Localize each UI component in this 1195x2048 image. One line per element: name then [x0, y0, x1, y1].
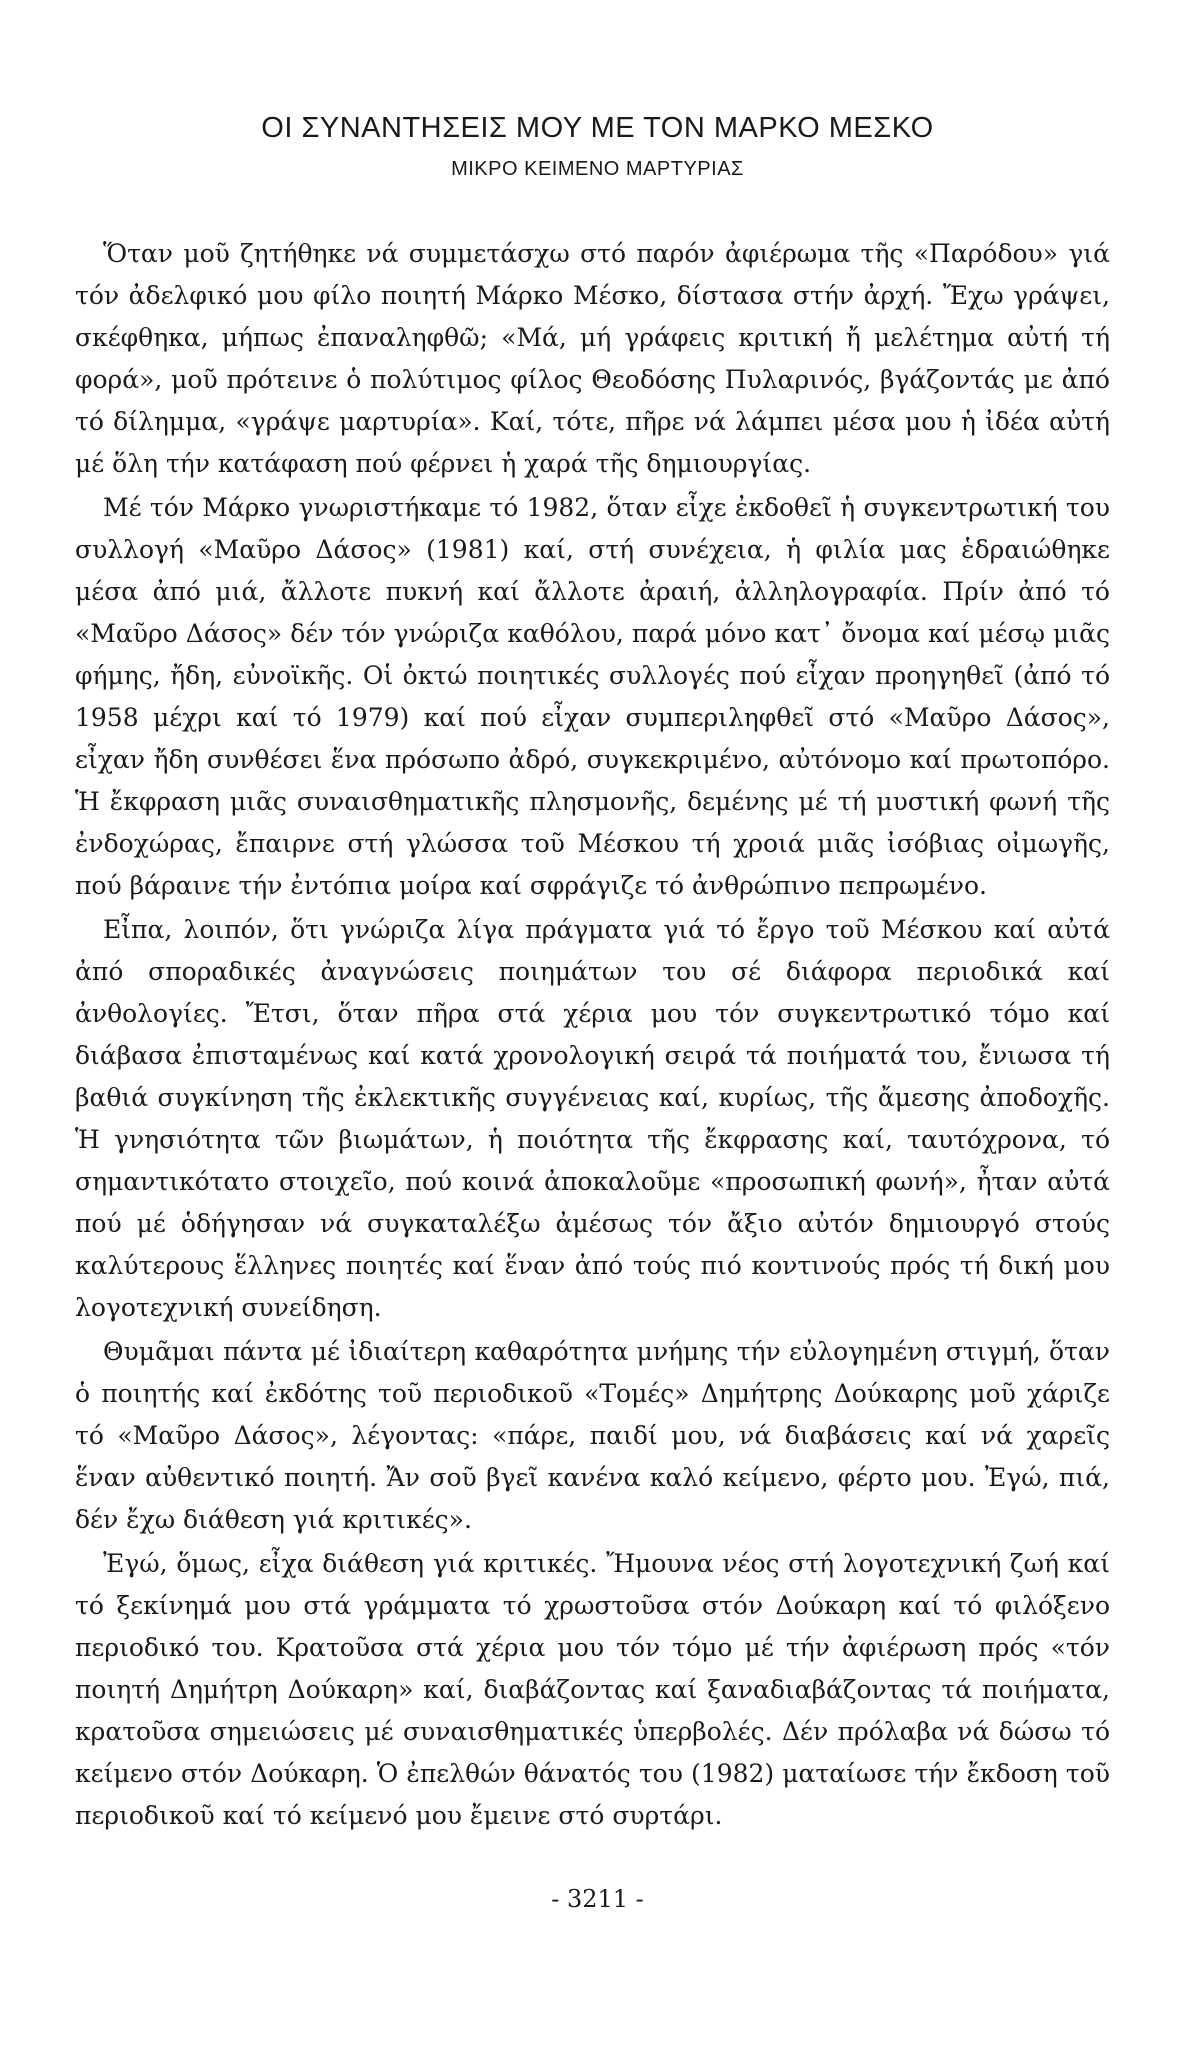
paragraph: Θυμᾶμαι πάντα μέ ἰδιαίτερη καθαρότητα μνήμης τήν εὐλογημένη στιγμή, ὅταν ὁ ποιητής καί ἐκδότης τοῦ περιοδικοῦ «Τομές» Δημήτρης Δούκαρης μοῦ χάριζε τό «Μαῦρο Δάσος», λέγοντας: «πάρε, παιδί μου, νά διαβάσεις καί νά χαρεῖς ἕναν αὐθεντικό ποιητή. Ἄν σοῦ βγεῖ κανένα καλό κείμενο, φέρτο μου. Ἐγώ, πιά, δέν ἔχω διάθεση γιά κριτικές». — [75, 1337, 1110, 1534]
paragraph: Εἶπα, λοιπόν, ὅτι γνώριζα λίγα πράγματα γιά τό ἔργο τοῦ Μέσκου καί αὐτά ἀπό σποραδικές ἀναγνώσεις ποιημάτων του σέ διάφορα περιοδικά καί ἀνθολογίες. Ἔτσι, ὅταν πῆρα στά χέρια μου τόν συγκεντρωτικό τόμο καί διάβασα ἐπισταμένως καί κατά χρονολογική σειρά τά ποιήματά του, ἔνιωσα τή βαθιά συγκίνηση τῆς ἐκλεκτικῆς συγγένειας καί, κυρίως, τῆς ἄμεσης ἀποδοχῆς. Ἡ γνησιότητα τῶν βιωμάτων, ἡ ποιότητα τῆς ἔκφρασης καί, ταυτόχρονα, τό σημαντικότατο στοιχεῖο, πού κοινά ἀποκαλοῦμε «προσωπική φωνή», ἦταν αὐτά πού μέ ὁδήγησαν νά συγκαταλέξω ἀμέσως τόν ἄξιο αὐτόν δημιουργό στούς καλύτερους ἕλληνες ποιητές καί ἕναν ἀπό τούς πιό κοντινούς πρός τή δική μου λογοτεχνική συνείδηση. — [75, 915, 1110, 1322]
page-subtitle: ΜΙΚΡΟ ΚΕΙΜΕΝΟ ΜΑΡΤΥΡΙΑΣ — [451, 158, 744, 180]
page-title: ΟΙ ΣΥΝΑΝΤΗΣΕΙΣ ΜΟΥ ΜΕ ΤΟΝ ΜΑΡΚΟ ΜΕΣΚΟ — [261, 112, 934, 144]
page-number: - 3211 - — [551, 1885, 644, 1913]
paragraph: Ὅταν μοῦ ζητήθηκε νά συμμετάσχω στό παρόν ἀφιέρωμα τῆς «Παρόδου» γιά τόν ἀδελφικό μου φίλο ποιητή Μάρκο Μέσκο, δίστασα στήν ἀρχή. Ἔχω γράψει, σκέφθηκα, μήπως ἐπαναληφθῶ; «Μά, μή γράφεις κριτική ἤ μελέτημα αὐτή τή φορά», μοῦ πρότεινε ὁ πολύτιμος φίλος Θεοδόσης Πυλαρινός, βγάζοντάς με ἀπό τό δίλημμα, «γράψε μαρτυρία». Καί, τότε, πῆρε νά λάμπει μέσα μου ἡ ἰδέα αὐτή μέ ὅλη τήν κατάφαση πού φέρνει ἡ χαρά τῆς δημιουργίας. — [75, 239, 1110, 478]
paragraph: Ἐγώ, ὅμως, εἶχα διάθεση γιά κριτικές. Ἤμουνα νέος στή λογοτεχνική ζωή καί τό ξεκίνημά μου στά γράμματα τό χρωστοῦσα στόν Δούκαρη καί τό φιλόξενο περιοδικό του. Κρατοῦσα στά χέρια μου τόν τόμο μέ τήν ἀφιέρωση πρός «τόν ποιητή Δημήτρη Δούκαρη» καί, διαβάζοντας καί ξαναδιαβάζοντας τά ποιήματα, κρατοῦσα σημειώσεις μέ συναισθηματικές ὑπερβολές. Δέν πρόλαβα νά δώσω τό κείμενο στόν Δούκαρη. Ὁ ἐπελθών θάνατός του (1982) ματαίωσε τήν ἔκδοση τοῦ περιοδικοῦ καί τό κείμενό μου ἔμεινε στό συρτάρι. — [75, 1549, 1110, 1830]
paragraph: Μέ τόν Μάρκο γνωριστήκαμε τό 1982, ὅταν εἶχε ἐκδοθεῖ ἡ συγκεντρωτική του συλλογή «Μαῦρο Δάσος» (1981) καί, στή συνέχεια, ἡ φιλία μας ἑδραιώθηκε μέσα ἀπό μιά, ἄλλοτε πυκνή καί ἄλλοτε ἀραιή, ἀλληλογραφία. Πρίν ἀπό τό «Μαῦρο Δάσος» δέν τόν γνώριζα καθόλου, παρά μόνο κατ᾽ ὄνομα καί μέσῳ μιᾶς φήμης, ἤδη, εὐνοϊκῆς. Οἱ ὀκτώ ποιητικές συλλογές πού εἶχαν προηγηθεῖ (ἀπό τό 1958 μέχρι καί τό 1979) καί πού εἶχαν συμπεριληφθεῖ στό «Μαῦρο Δάσος», εἶχαν ἤδη συνθέσει ἕνα πρόσωπο ἀδρό, συγκεκριμένο, αὐτόνομο καί πρωτοπόρο. Ἡ ἔκφραση μιᾶς συναισθηματικῆς πλησμονῆς, δεμένης μέ τή μυστική φωνή τῆς ἐνδοχώρας, ἔπαιρνε στή γλώσσα τοῦ Μέσκου τή χροιά μιᾶς ἰσόβιας οἰμωγῆς, πού βάραινε τήν ἐντόπια μοίρα καί σφράγιζε τό ἀνθρώπινο πεπρωμένο. — [75, 493, 1110, 900]
article-body — [75, 233, 1110, 1839]
